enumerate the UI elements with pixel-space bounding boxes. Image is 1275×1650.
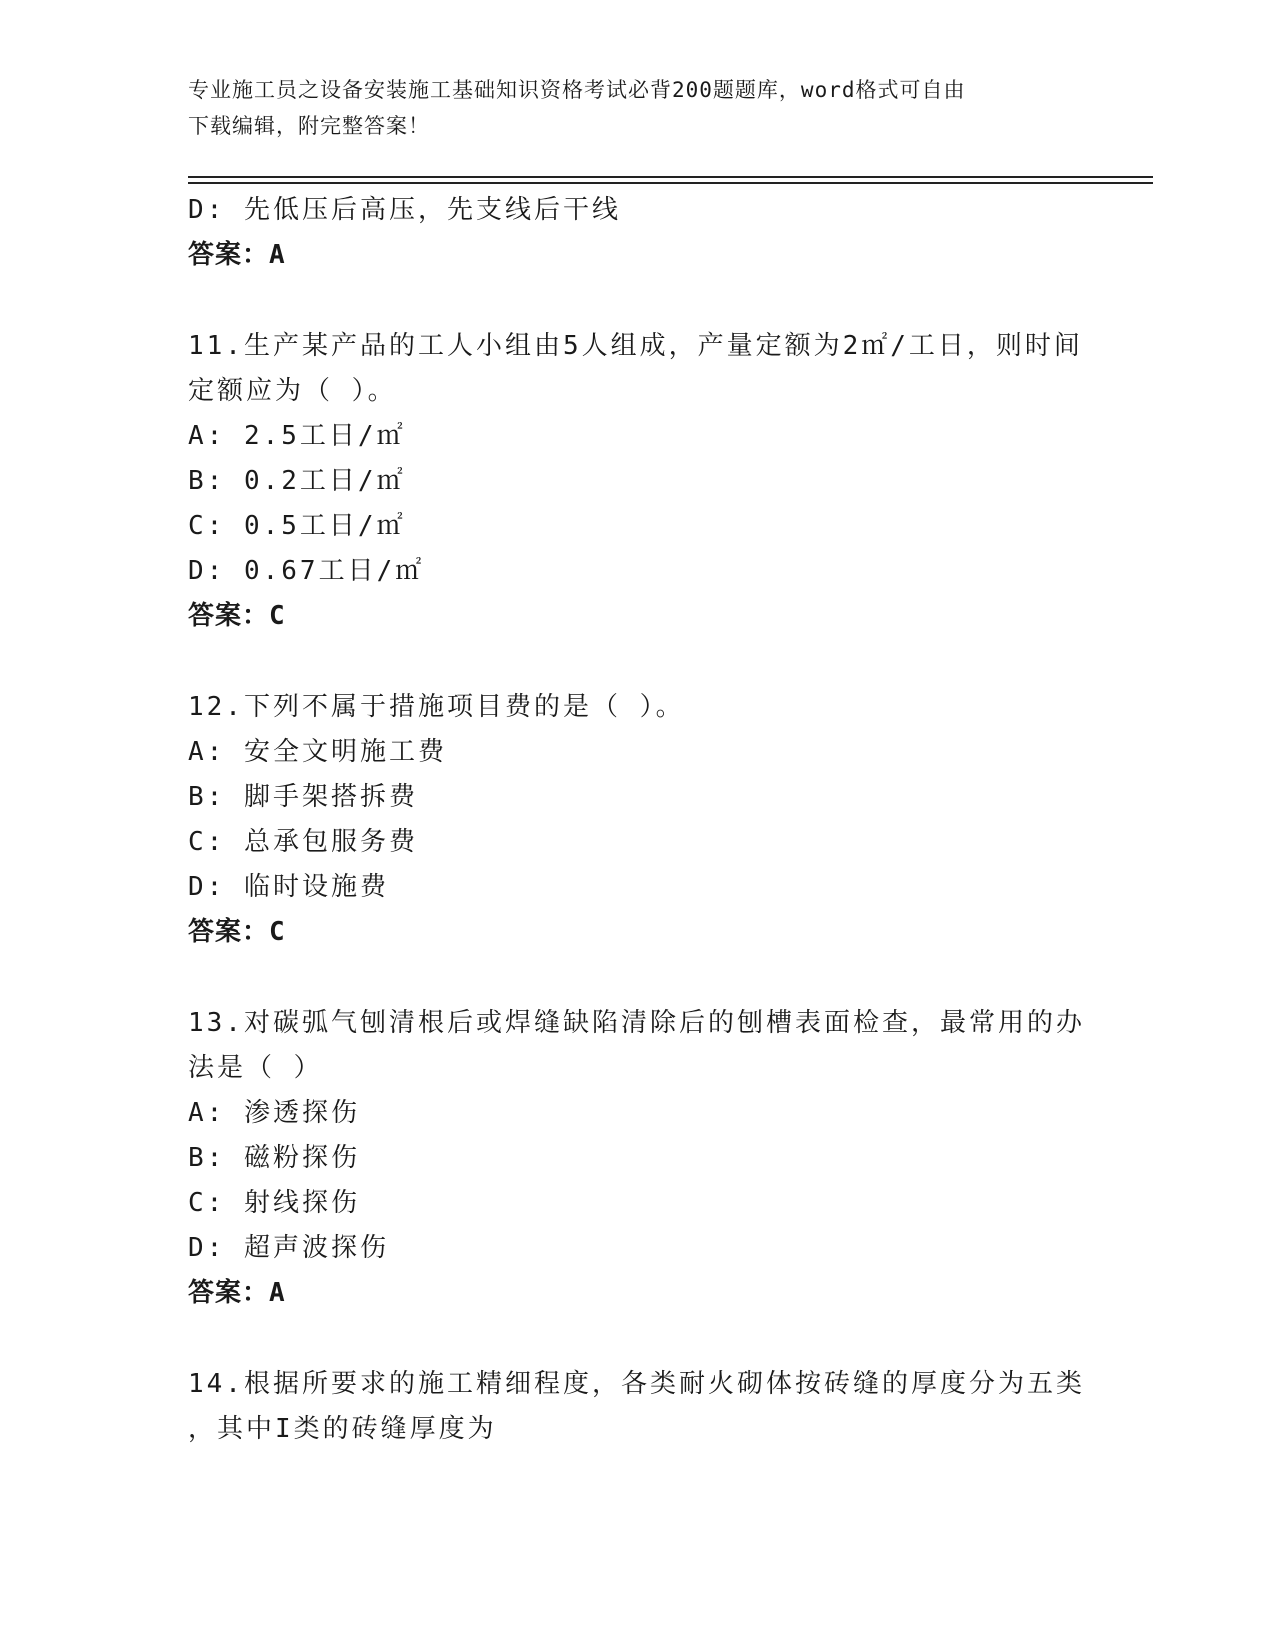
question-11 — [188, 324, 1088, 639]
question-list — [188, 188, 1088, 1452]
question-13 — [188, 1001, 1088, 1316]
question-12 — [188, 685, 1088, 955]
header-divider-bottom — [188, 182, 1153, 184]
question-14 — [188, 1362, 1088, 1452]
option-d: D: 0.67工日/㎡ — [188, 556, 425, 586]
header-line-2: 下载编辑，附完整答案！ — [188, 114, 430, 138]
question-text-cont: ，其中I类的砖缝厚度为 — [188, 1414, 497, 1444]
spacer — [188, 1316, 1088, 1362]
option-d: D: 超声波探伤 — [188, 1233, 389, 1263]
spacer — [188, 278, 1088, 324]
previous-question-tail — [188, 188, 1088, 278]
question-text-cont: 定额应为（ ）。 — [188, 376, 397, 406]
question-text: 12.下列不属于措施项目费的是（ ）。 — [188, 692, 685, 722]
document-header — [188, 72, 1068, 144]
option-d: D: 临时设施费 — [188, 872, 389, 902]
answer: 答案：C — [188, 601, 286, 631]
answer: 答案：C — [188, 917, 286, 947]
answer: 答案：A — [188, 1278, 286, 1308]
question-text: 14.根据所要求的施工精细程度，各类耐火砌体按砖缝的厚度分为五类 — [188, 1369, 1085, 1399]
answer: 答案：A — [188, 240, 286, 270]
spacer — [188, 639, 1088, 685]
question-text: 13.对碳弧气刨清根后或焊缝缺陷清除后的刨槽表面检查，最常用的办 — [188, 1008, 1085, 1038]
option-a: A: 安全文明施工费 — [188, 737, 447, 767]
option-c: C: 总承包服务费 — [188, 827, 418, 857]
question-text-cont: 法是（ ） — [188, 1053, 323, 1083]
question-text: 11.生产某产品的工人小组由5人组成，产量定额为2㎡/工日，则时间 — [188, 331, 1083, 361]
option-b: B: 0.2工日/㎡ — [188, 466, 406, 496]
header-line-1: 专业施工员之设备安装施工基础知识资格考试必背200题题库，word格式可自由 — [188, 78, 966, 102]
header-divider-top — [188, 176, 1153, 178]
option-c: C: 0.5工日/㎡ — [188, 511, 406, 541]
option-d: D: 先低压后高压，先支线后干线 — [188, 195, 621, 225]
option-a: A: 2.5工日/㎡ — [188, 421, 406, 451]
option-b: B: 脚手架搭拆费 — [188, 782, 418, 812]
option-b: B: 磁粉探伤 — [188, 1143, 360, 1173]
option-a: A: 渗透探伤 — [188, 1098, 360, 1128]
option-c: C: 射线探伤 — [188, 1188, 360, 1218]
spacer — [188, 955, 1088, 1001]
